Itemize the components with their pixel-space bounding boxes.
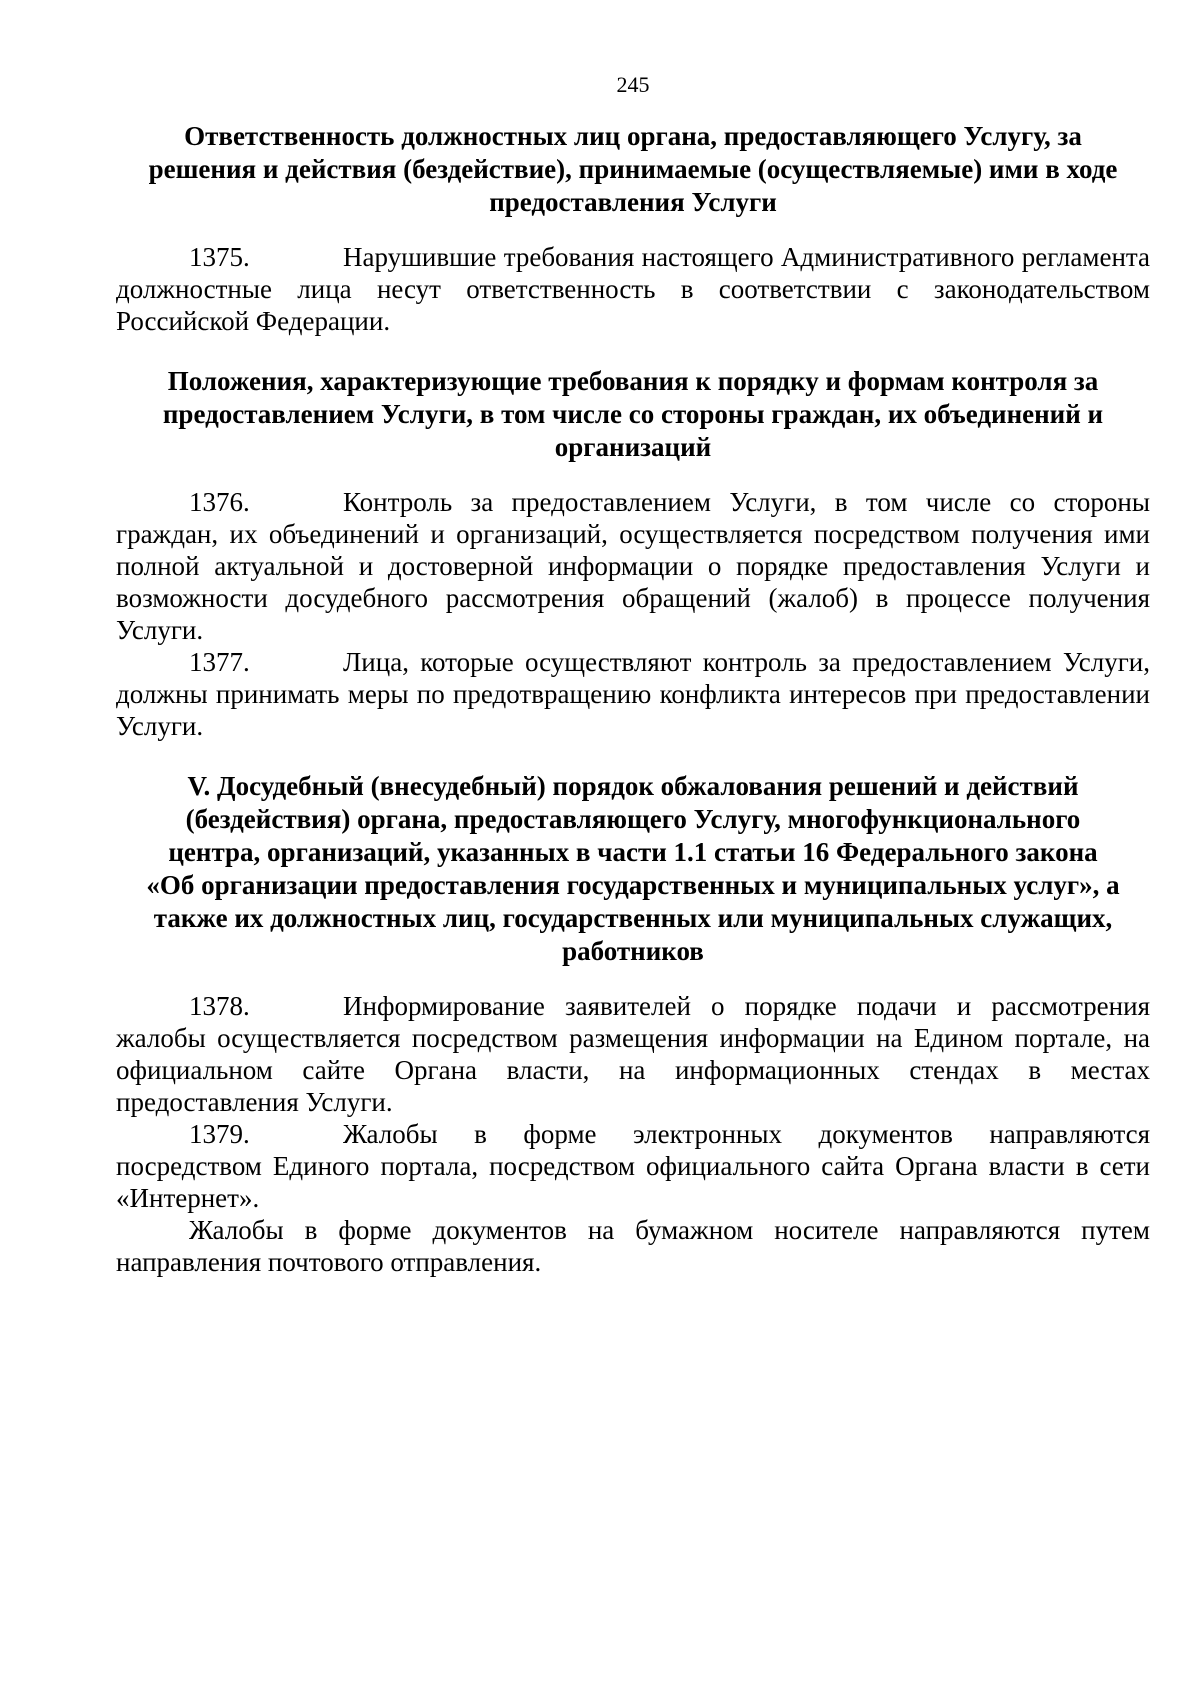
heading-line: Ответственность должностных лиц органа, предоставляющего Услугу, за: [184, 121, 1082, 151]
paragraph-number: 1376.: [189, 487, 250, 517]
heading-line: также их должностных лиц, государственных или муниципальных служащих,: [153, 903, 1113, 933]
heading-line: V. Досудебный (внесудебный) порядок обжалования решений и действий: [187, 771, 1079, 801]
heading-line: центра, организаций, указанных в части 1.1 статьи 16 Федерального закона: [168, 837, 1098, 867]
page-number: 245: [616, 72, 650, 97]
paragraph-1378: [116, 990, 1150, 1118]
paragraph-number: 1378.: [189, 991, 250, 1021]
paragraph-number: 1375.: [189, 242, 250, 272]
heading-line: (бездействия) органа, предоставляющего Услугу, многофункционального: [185, 804, 1081, 834]
paragraph-text: Жалобы в форме электронных документов направляются посредством Единого портала, посредством официального сайта Органа власти в сети «Интернет».: [116, 1119, 1150, 1213]
heading-line: предоставлением Услуги, в том числе со стороны граждан, их объединений и: [162, 399, 1104, 429]
paragraph-1379: [116, 1118, 1150, 1214]
paragraph-paper-complaints: [116, 1214, 1150, 1278]
heading-line: Положения, характеризующие требования к порядку и формам контроля за: [167, 366, 1099, 396]
paragraph-number: 1379.: [189, 1119, 250, 1149]
paragraph-text: Информирование заявителей о порядке подачи и рассмотрения жалобы осуществляется посредством размещения информации на Едином портале, на официальном сайте Органа власти, на информационных стендах в местах предоставления Услуги.: [116, 991, 1150, 1117]
section-heading-responsibility: [116, 120, 1150, 219]
heading-line: предоставления Услуги: [489, 187, 777, 217]
section-heading-appeal: [116, 770, 1150, 968]
paragraph-text: Лица, которые осуществляют контроль за предоставлением Услуги, должны принимать меры по предотвращению конфликта интересов при предоставлении Услуги.: [116, 647, 1150, 741]
paragraph-text: Нарушившие требования настоящего Административного регламента должностные лица несут ответственность в соответствии с законодательством Российской Федерации.: [116, 242, 1150, 336]
paragraph-1376: [116, 486, 1150, 646]
heading-line: решения и действия (бездействие), принимаемые (осуществляемые) ими в ходе: [148, 154, 1118, 184]
paragraph-text: Жалобы в форме документов на бумажном носителе направляются путем направления почтового отправления.: [116, 1215, 1150, 1277]
paragraph-1375: [116, 241, 1150, 337]
heading-line: работников: [562, 936, 704, 966]
heading-line: «Об организации предоставления государственных и муниципальных услуг», а: [146, 870, 1120, 900]
section-heading-control: [116, 365, 1150, 464]
paragraph-number: 1377.: [189, 647, 250, 677]
paragraph-1377: [116, 646, 1150, 742]
heading-line: организаций: [554, 432, 712, 462]
paragraph-text: Контроль за предоставлением Услуги, в том числе со стороны граждан, их объединений и организаций, осуществляется посредством получения ими полной актуальной и достоверной информации о порядке предоставления Услуги и возможности досудебного рассмотрения обращений (жалоб) в процессе получения Услуги.: [116, 487, 1150, 645]
